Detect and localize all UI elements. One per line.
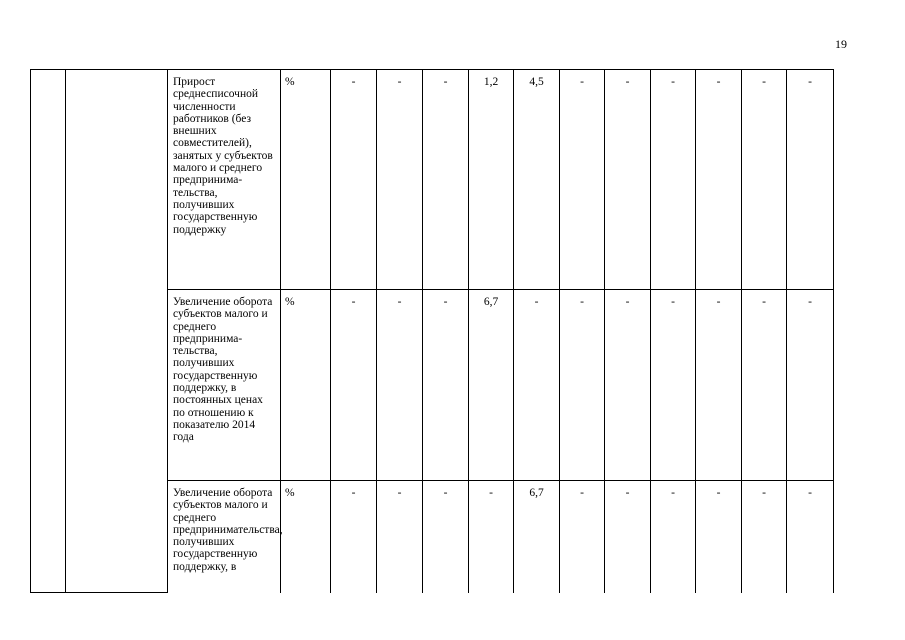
indicators-table bbox=[30, 69, 834, 593]
indicator-value: - bbox=[742, 70, 787, 290]
indicator-value: - bbox=[514, 290, 560, 481]
indicator-value: - bbox=[377, 70, 423, 290]
indicator-value: - bbox=[696, 481, 742, 593]
indicator-name: Увеличение оборота субъектов малого и среднего предпринимательства, получивших государственную поддержку, в bbox=[168, 481, 281, 593]
indicator-value: 6,7 bbox=[469, 290, 514, 481]
row-number-cell bbox=[31, 70, 66, 593]
indicator-value: - bbox=[696, 70, 742, 290]
indicator-value: - bbox=[696, 290, 742, 481]
indicator-unit: % bbox=[281, 290, 331, 481]
indicator-unit: % bbox=[281, 481, 331, 593]
indicator-value: - bbox=[787, 481, 834, 593]
page-number: 19 bbox=[835, 37, 847, 51]
indicator-value: - bbox=[377, 481, 423, 593]
indicator-value: - bbox=[651, 290, 696, 481]
program-cell bbox=[66, 70, 168, 593]
indicator-value: - bbox=[605, 290, 651, 481]
indicator-value: - bbox=[605, 70, 651, 290]
indicator-value: - bbox=[560, 290, 605, 481]
indicator-value: 4,5 bbox=[514, 70, 560, 290]
indicator-value: - bbox=[423, 290, 469, 481]
indicator-value: - bbox=[423, 70, 469, 290]
indicator-value: 6,7 bbox=[514, 481, 560, 593]
indicator-value: - bbox=[787, 290, 834, 481]
indicator-name: Прирост среднесписочной численности работников (без внешних совместителей), занятых у субъектов малого и среднего предпринима-тельства, получивших государственную поддержку bbox=[168, 70, 281, 290]
indicator-value: - bbox=[560, 70, 605, 290]
indicator-value: - bbox=[331, 290, 377, 481]
indicator-value: - bbox=[742, 481, 787, 593]
indicator-value: - bbox=[377, 290, 423, 481]
indicator-value: - bbox=[331, 481, 377, 593]
indicator-value: - bbox=[423, 481, 469, 593]
indicator-value: - bbox=[560, 481, 605, 593]
indicator-value: 1,2 bbox=[469, 70, 514, 290]
table-row bbox=[31, 70, 834, 290]
indicator-value: - bbox=[742, 290, 787, 481]
indicator-value: - bbox=[787, 70, 834, 290]
indicator-value: - bbox=[331, 70, 377, 290]
indicator-value: - bbox=[651, 481, 696, 593]
indicator-name: Увеличение оборота субъектов малого и среднего предпринима-тельства, получивших государственную поддержку, в постоянных ценах по отношению к показателю 2014 года bbox=[168, 290, 281, 481]
indicator-unit: % bbox=[281, 70, 331, 290]
indicator-value: - bbox=[605, 481, 651, 593]
indicator-value: - bbox=[469, 481, 514, 593]
indicator-value: - bbox=[651, 70, 696, 290]
